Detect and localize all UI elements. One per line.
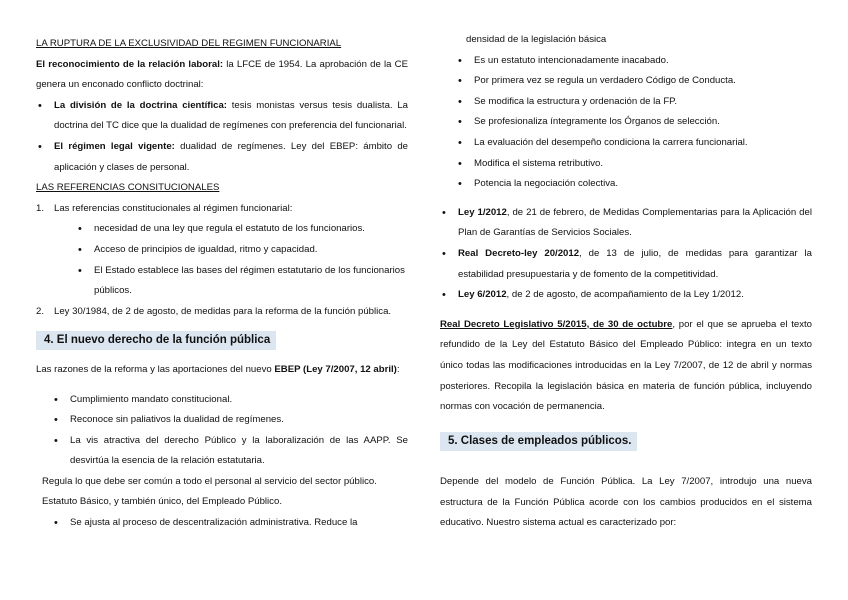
left-column — [36, 0, 408, 534]
section-4-heading: 4. El nuevo derecho de la función pública — [36, 331, 276, 350]
law-text: , de 13 de julio, de medidas para garantizar la estabilidad presupuestaria y de fomento de la competitividad. — [458, 247, 812, 280]
bullet-estatuto: • Es un estatuto intencionadamente inacabado. — [456, 51, 812, 72]
numbered-item-1 — [36, 199, 408, 220]
reconocimiento-label: El reconocimiento de la relación laboral: — [36, 58, 224, 70]
razones-ebep: EBEP (Ley 7/2007, 12 abril) — [274, 363, 397, 375]
heading-ruptura: LA RUPTURA DE LA EXCLUSIVIDAD DEL REGIMEN FUNCIONARIAL — [36, 38, 342, 49]
bullet-label: El régimen legal vigente: — [54, 140, 175, 152]
rdl-text: , por el que se aprueba el texto refundido de la Ley del Estatuto Básico del Empleado Público: integra en un texto único todas las modificaciones introducidas en la Ley 7/2007, de 12 de abril y normas posteriores. Recopila la legislación básica en materia de función pública, incluyendo normas con vocación de permanencia. — [440, 318, 812, 413]
bullet-organos: • Se profesionaliza íntegramente los Órganos de selección. — [456, 112, 812, 133]
right-column — [440, 0, 812, 534]
sub-bullet: • El Estado establece las bases del régimen estatutario de los funcionarios públicos. — [76, 261, 408, 302]
bullet-ley-1-2012 — [440, 203, 812, 244]
paragraph-rdl-5-2015 — [440, 315, 812, 418]
bullet-estructura: • Se modifica la estructura y ordenación de la FP. — [456, 92, 812, 113]
bullet-dualidad: • Reconoce sin paliativos la dualidad de regímenes. — [52, 410, 408, 431]
bullet-vis-atractiva: • La vis atractiva del derecho Público y la laboralización de las AAPP. Se desvirtúa la esencia de la relación estatutaria. — [52, 431, 408, 472]
continuation-text: densidad de la legislación básica — [466, 34, 607, 45]
bullet-retributivo: • Modifica el sistema retributivo. — [456, 154, 812, 175]
razones-colon: : — [396, 363, 400, 375]
bullet-negociacion: • Potencia la negociación colectiva. — [456, 174, 812, 195]
paragraph-razones — [36, 360, 408, 381]
paragraph-depende: Depende del modelo de Función Pública. La Ley 7/2007, introdujo una nueva estructura de la Función Pública acorde con los cambios producidos en el sistema educativo. Nuestro sistema actual es caracterizado por: — [440, 476, 812, 529]
bullet-regimen-legal — [36, 137, 408, 178]
paragraph-regula: Regula lo que debe ser común a todo el personal al servicio del sector público. Estatuto Básico, y también único, del Empleado Público. — [42, 475, 377, 508]
bullet-rdl-20-2012 — [440, 244, 812, 285]
reconocimiento-text: la LFCE de 1954. La aprobación de la CE genera un enconado conflicto doctrinal: — [36, 58, 408, 91]
razones-text: Las razones de la reforma y las aportaciones del nuevo — [36, 363, 275, 375]
rdl-title: Real Decreto Legislativo 5/2015, de 30 de octubre — [440, 318, 673, 330]
bullet-label: La división de la doctrina científica: — [54, 99, 228, 111]
law-title: Real Decreto-ley 20/2012 — [458, 247, 580, 259]
section-5-wrapper — [440, 432, 812, 453]
section-4-wrapper — [36, 331, 408, 352]
paragraph-reconocimiento — [36, 55, 408, 96]
heading-referencias: LAS REFERENCIAS CONSITUCIONALES — [36, 182, 220, 194]
bullet-descentralizacion: • Se ajusta al proceso de descentralización administrativa. Reduce la — [52, 513, 408, 534]
bullet-codigo-conducta: • Por primera vez se regula un verdadero Código de Conducta. — [456, 71, 812, 92]
item-text: Las referencias constitucionales al régimen funcionarial: — [54, 202, 293, 214]
numbered-item-2 — [36, 302, 408, 323]
item-text: Ley 30/1984, de 2 de agosto, de medidas para la reforma de la función pública. — [54, 305, 392, 317]
bullet-mandato: • Cumplimiento mandato constitucional. — [52, 390, 408, 411]
law-text: , de 2 de agosto, de acompañamiento de la Ley 1/2012. — [506, 289, 744, 301]
bullet-text: dualidad de regímenes. Ley del EBEP: ámbito de aplicación y clases de personal. — [54, 140, 408, 173]
number-label: 2. — [36, 305, 45, 317]
law-title: Ley 6/2012 — [458, 289, 507, 301]
sub-bullet: • Acceso de principios de igualdad, ritmo y capacidad. — [76, 240, 408, 261]
number-label: 1. — [36, 202, 45, 214]
law-title: Ley 1/2012 — [458, 206, 507, 218]
bullet-evaluacion: • La evaluación del desempeño condiciona la carrera funcionarial. — [456, 133, 812, 154]
bullet-division-doctrina — [36, 96, 408, 137]
bullet-text: tesis monistas versus tesis dualista. La doctrina del TC dice que la dualidad de regímenes con preferencia del funcionarial. — [54, 99, 408, 132]
section-5-heading: 5. Clases de empleados públicos. — [440, 432, 637, 451]
law-text: , de 21 de febrero, de Medidas Complementarias para la Aplicación del Plan de Garantías de Servicios Sociales. — [458, 206, 812, 239]
bullet-ley-6-2012 — [440, 285, 812, 306]
sub-bullet: • necesidad de una ley que regula el estatuto de los funcionarios. — [76, 219, 408, 240]
